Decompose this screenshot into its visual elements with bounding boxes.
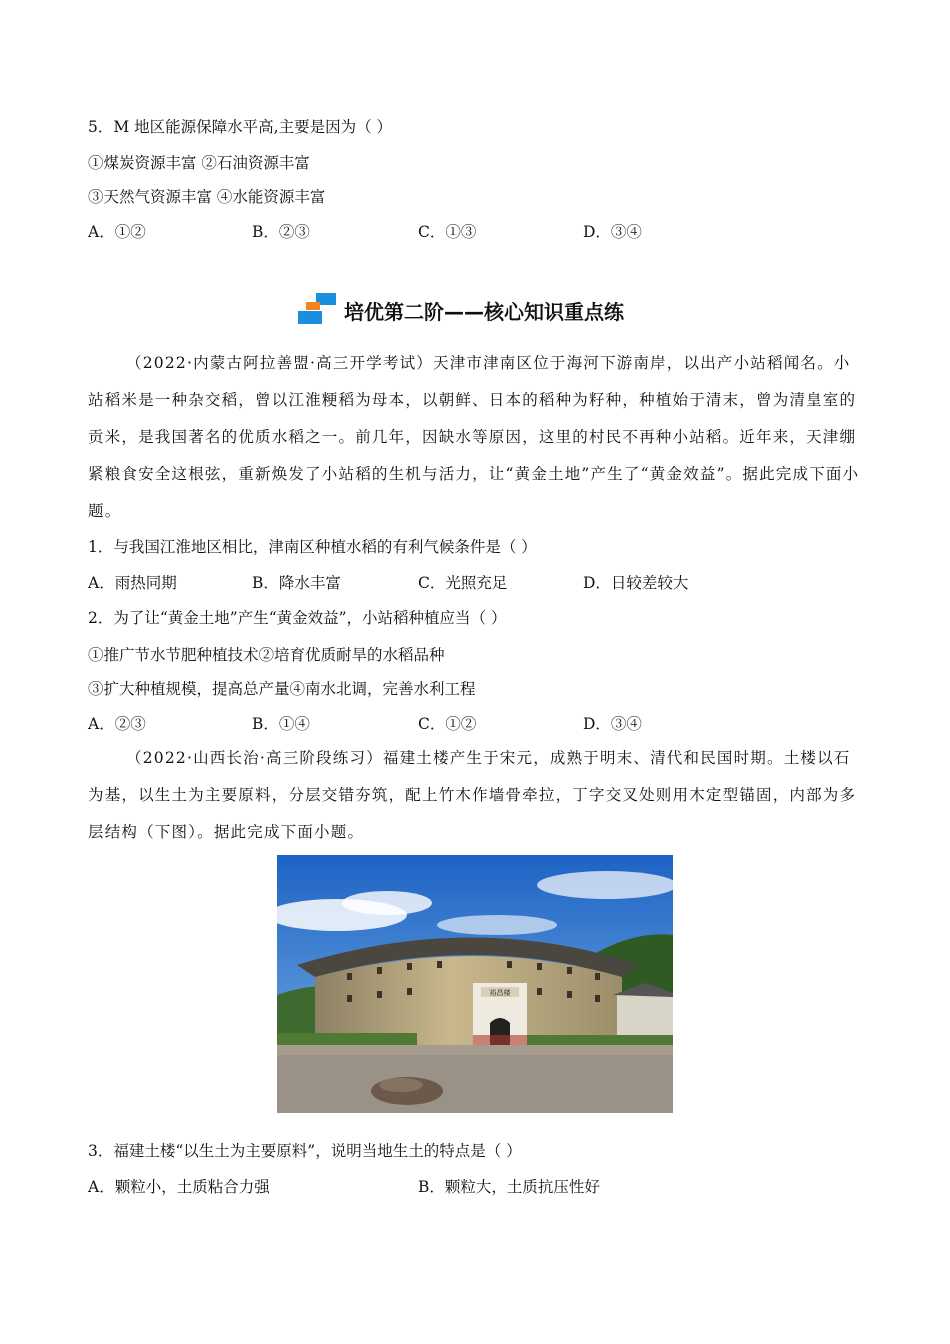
passage-2: （2022·山西长治·高三阶段练习）福建土楼产生于宋元，成熟于明末、清代和民国时期。土楼以石为基，以生土为主要原料，分层交错夯筑，配上竹木作墙骨牵拉，丁字交叉处则用木定型锚固，内部为多层结构（下图）。据此完成下面小题。 (88, 749, 857, 841)
q3-stem: 3．福建土楼“以生土为主要原料”，说明当地生土的特点是（ ） (88, 1142, 522, 1160)
q2-option-c: C．①② (418, 715, 477, 733)
section-title-icon (298, 293, 340, 327)
q3-option-b: B．颗粒大，土质抗压性好 (418, 1178, 600, 1196)
q2-choices-line-2: ③扩大种植规模，提高总产量④南水北调，完善水利工程 (88, 680, 476, 698)
q5-option-a: A．①② (88, 223, 146, 241)
q5-option-c: C．①③ (418, 223, 477, 241)
section-heading (298, 290, 624, 330)
q2-option-a: A．②③ (88, 715, 146, 733)
q1-option-b: B．降水丰富 (252, 574, 341, 592)
q5-stem: 5．M 地区能源保障水平高,主要是因为（ ） (88, 118, 393, 136)
q1-option-a: A．雨热同期 (88, 574, 177, 592)
q1-stem: 1．与我国江淮地区相比，津南区种植水稻的有利气候条件是（ ） (88, 538, 537, 556)
q3-option-a: A．颗粒小，土质粘合力强 (88, 1178, 270, 1196)
q1-option-d: D．日较差较大 (583, 574, 689, 592)
q2-option-b: B．①④ (252, 715, 310, 733)
q5-choices-line-1: ①煤炭资源丰富 ②石油资源丰富 (88, 154, 310, 172)
q2-stem: 2．为了让“黄金土地”产生“黄金效益”，小站稻种植应当（ ） (88, 609, 507, 627)
q5-choices-line-2: ③天然气资源丰富 ④水能资源丰富 (88, 188, 326, 206)
tulou-photo (277, 855, 673, 1113)
gate-plaque: 裕昌楼 (489, 989, 511, 997)
q5-option-d: D．③④ (583, 223, 642, 241)
q2-choices-line-1: ①推广节水节肥种植技术②培育优质耐旱的水稻品种 (88, 646, 445, 664)
q2-option-d: D．③④ (583, 715, 642, 733)
section-title: 培优第二阶——核心知识重点练 (344, 299, 624, 324)
q5-option-b: B．②③ (252, 223, 310, 241)
q1-option-c: C．光照充足 (418, 574, 508, 592)
passage-1: （2022·内蒙古阿拉善盟·高三开学考试）天津市津南区位于海河下游南岸，以出产小站稻闻名。小站稻米是一种杂交稻，曾以江淮粳稻为母本，以朝鲜、日本的稻种为籽种，种植始于清末，曾为清皇室的贡米，是我国著名的优质水稻之一。前几年，因缺水等原因，这里的村民不再种小站稻。近年来，天津绷紧粮食安全这根弦，重新焕发了小站稻的生机与活力，让“黄金土地”产生了“黄金效益”。据此完成下面小题。 (88, 354, 860, 520)
